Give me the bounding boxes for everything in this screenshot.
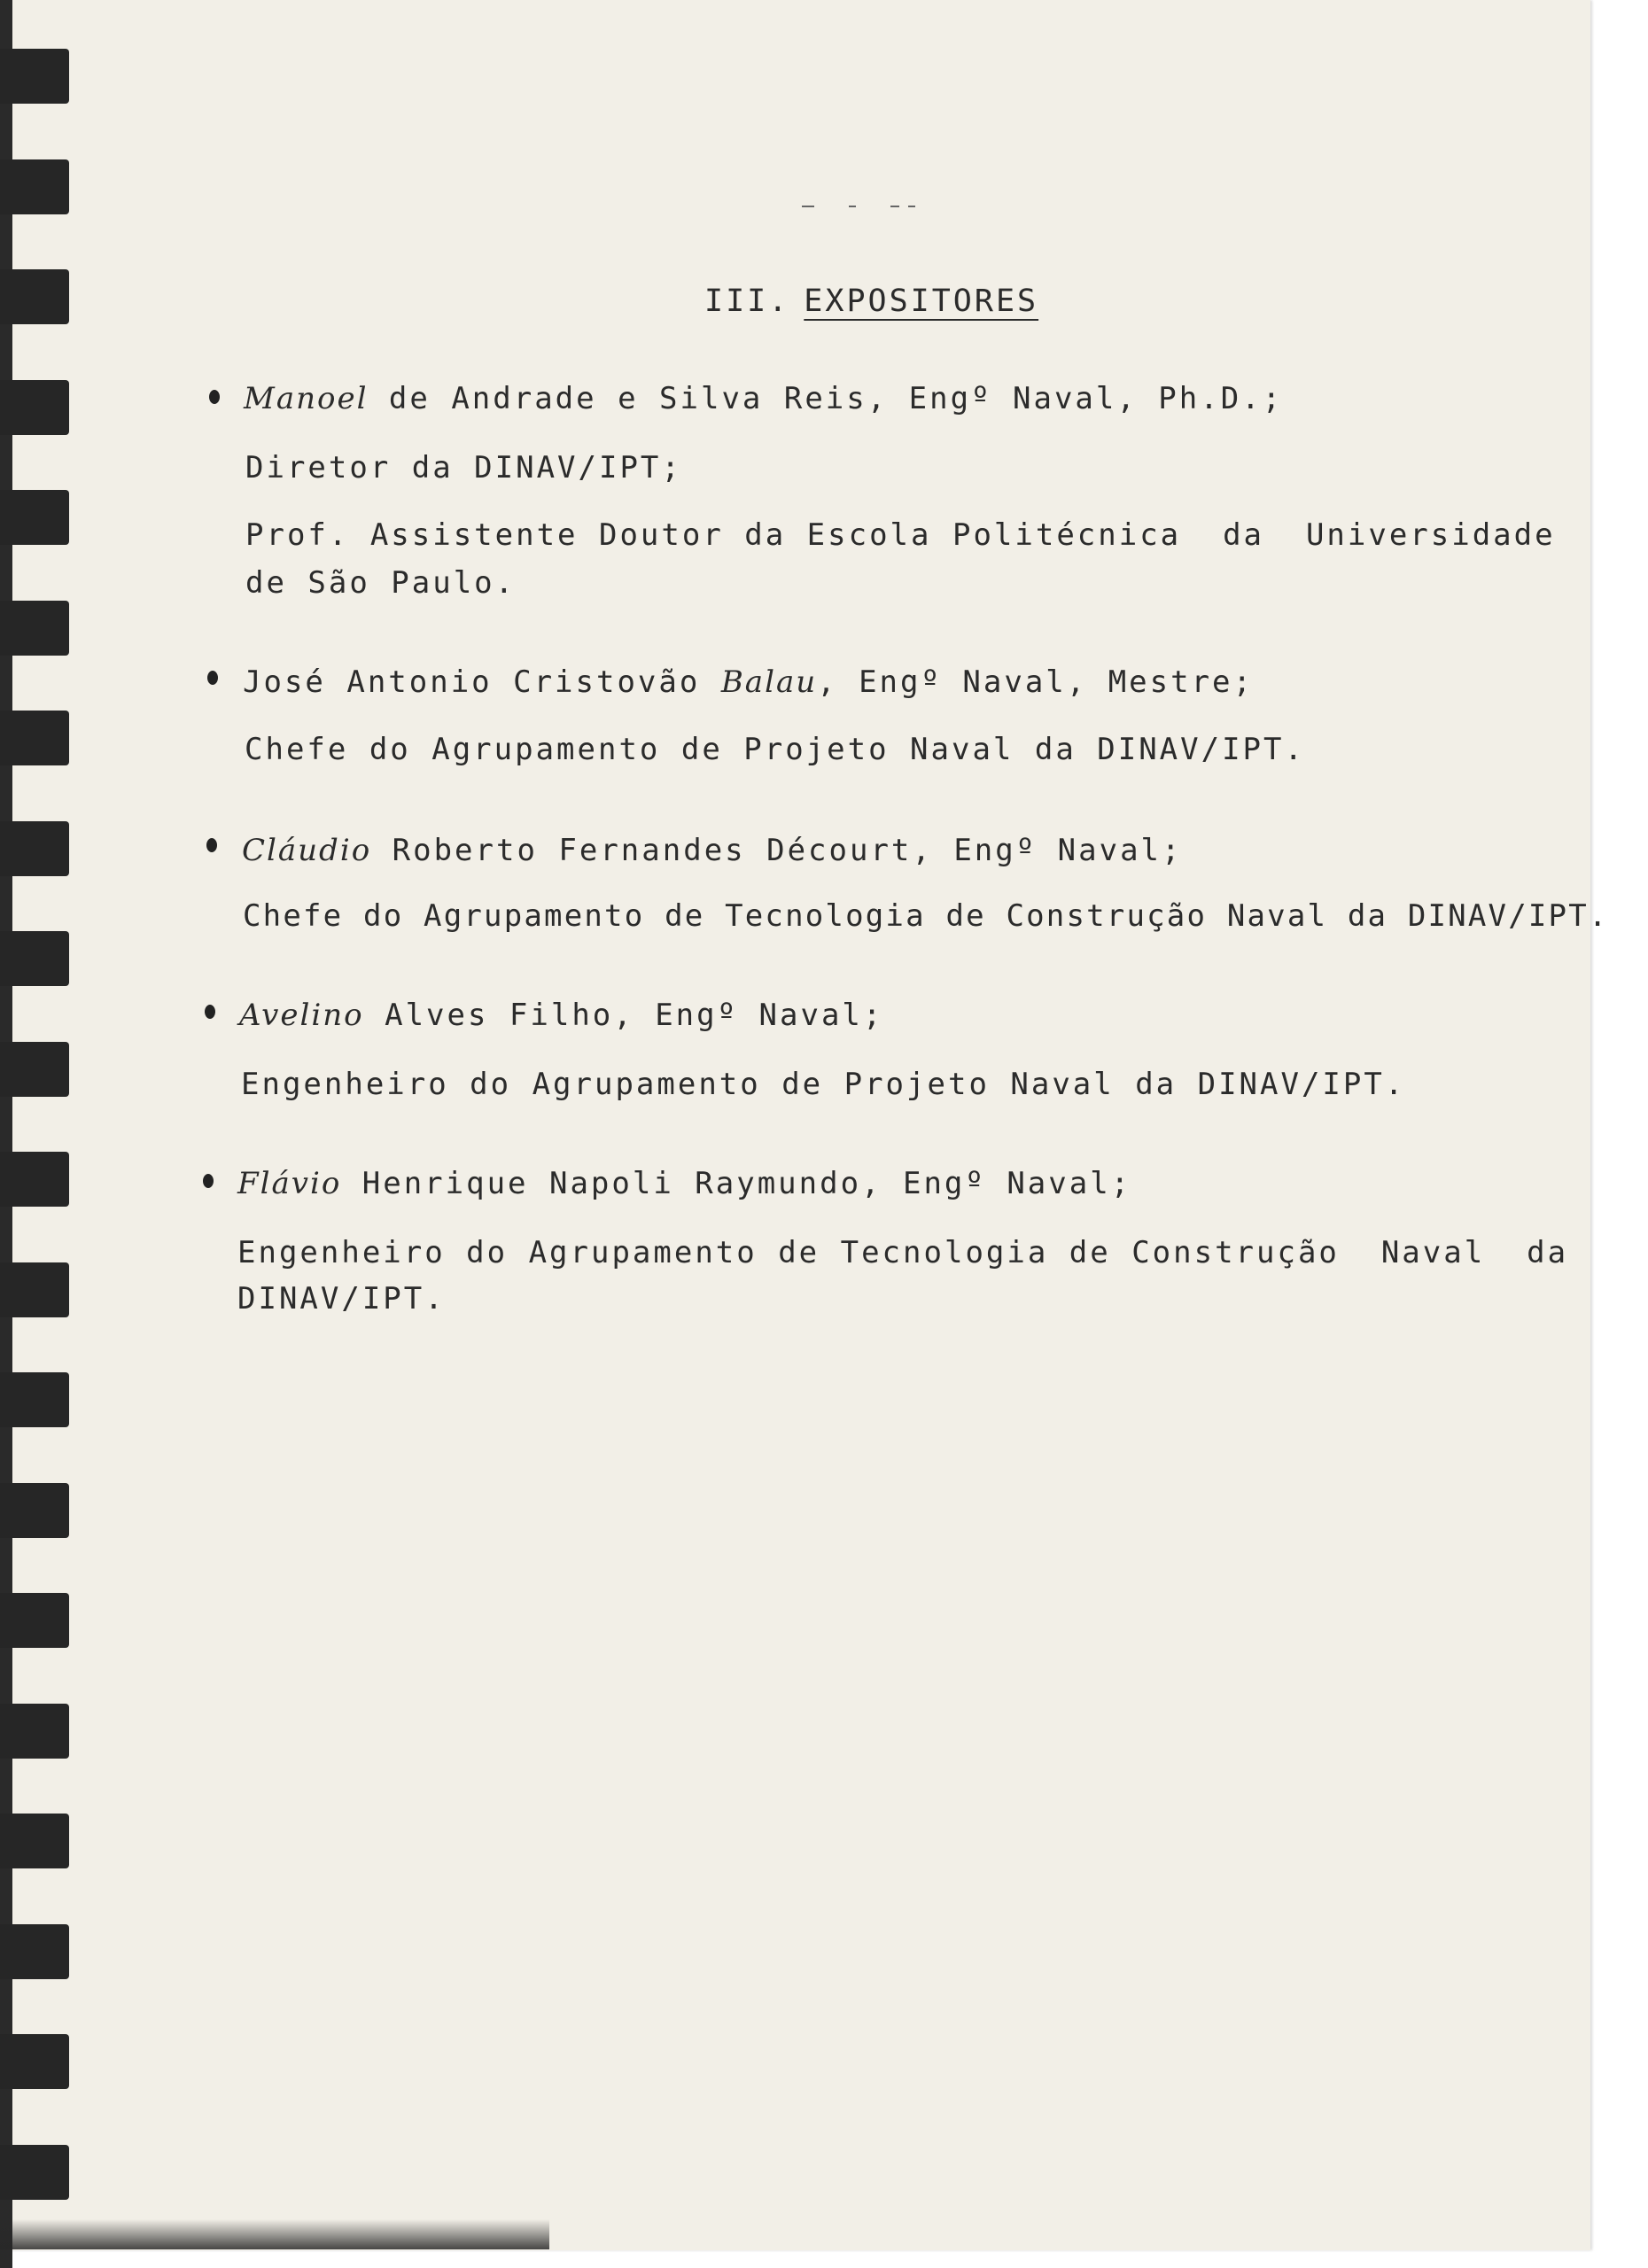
spiral-hole	[0, 2034, 69, 2089]
entry-2-rest: , Engº Naval, Mestre;	[817, 664, 1254, 700]
entry-3-given-name: Cláudio	[242, 833, 372, 868]
entry-1-line-2: Prof. Assistente Doutor da Escola Politécnica da Universidade	[245, 517, 1556, 553]
spiral-hole	[0, 1262, 69, 1317]
spiral-hole	[0, 159, 69, 214]
entry-1-given-name: Manoel	[244, 381, 369, 416]
section-heading	[704, 284, 1038, 319]
spiral-hole	[0, 49, 69, 104]
entry-5-name-line	[237, 1166, 1131, 1201]
spiral-hole	[0, 711, 69, 765]
entry-4-given-name: Avelino	[239, 998, 364, 1033]
scan-mark	[802, 206, 814, 207]
spiral-hole	[0, 931, 69, 986]
bullet-icon	[206, 838, 217, 852]
spiral-hole	[0, 1042, 69, 1097]
entry-4-line-1: Engenheiro do Agrupamento de Projeto Naval da DINAV/IPT.	[241, 1067, 1406, 1102]
spiral-hole	[0, 380, 69, 435]
scan-mark	[890, 206, 899, 207]
entry-1-line-3: de São Paulo.	[245, 565, 517, 601]
section-number: III.	[704, 284, 790, 319]
entry-3-rest: Roberto Fernandes Décourt, Engº Naval;	[371, 833, 1183, 868]
spiral-hole	[0, 1152, 69, 1207]
entry-2-prefix: José Antonio Cristovão	[243, 664, 721, 700]
entry-2-name-line	[243, 664, 1254, 700]
spiral-hole	[0, 1924, 69, 1979]
spiral-hole	[0, 2145, 69, 2200]
scan-mark	[849, 206, 856, 207]
entry-5-rest: Henrique Napoli Raymundo, Engº Naval;	[341, 1166, 1132, 1201]
entry-1-line-1: Diretor da DINAV/IPT;	[245, 450, 682, 485]
spiral-hole	[0, 1814, 69, 1868]
scan-mark	[908, 206, 915, 207]
entry-5-line-2: DINAV/IPT.	[237, 1281, 446, 1317]
spiral-hole	[0, 269, 69, 324]
spiral-hole	[0, 1593, 69, 1648]
entry-3-name-line	[242, 833, 1183, 868]
entry-4-rest: Alves Filho, Engº Naval;	[363, 998, 884, 1033]
entry-1-name-line	[244, 381, 1283, 416]
spiral-hole	[0, 1704, 69, 1759]
entry-4-name-line	[239, 998, 883, 1033]
bullet-icon	[203, 1174, 214, 1188]
spiral-hole	[0, 490, 69, 545]
entry-1-rest: de Andrade e Silva Reis, Engº Naval, Ph.D.;	[368, 381, 1284, 416]
entry-5-given-name: Flávio	[237, 1166, 342, 1201]
entry-5-line-1: Engenheiro do Agrupamento de Tecnologia de Construção Naval da	[237, 1235, 1569, 1270]
bullet-icon	[209, 390, 220, 404]
spiral-hole	[0, 1372, 69, 1427]
bullet-icon	[205, 1005, 215, 1019]
entry-2-given-name: Balau	[720, 664, 818, 700]
spiral-hole	[0, 1483, 69, 1538]
spiral-hole	[0, 821, 69, 876]
spiral-hole	[0, 601, 69, 656]
entry-2-line-1: Chefe do Agrupamento de Projeto Naval da DINAV/IPT.	[245, 732, 1305, 767]
bullet-icon	[207, 671, 218, 685]
entry-3-line-1: Chefe do Agrupamento de Tecnologia de Construção Naval da DINAV/IPT.	[243, 898, 1609, 934]
page-bottom-shadow	[0, 2219, 549, 2249]
section-title: EXPOSITORES	[804, 284, 1039, 319]
